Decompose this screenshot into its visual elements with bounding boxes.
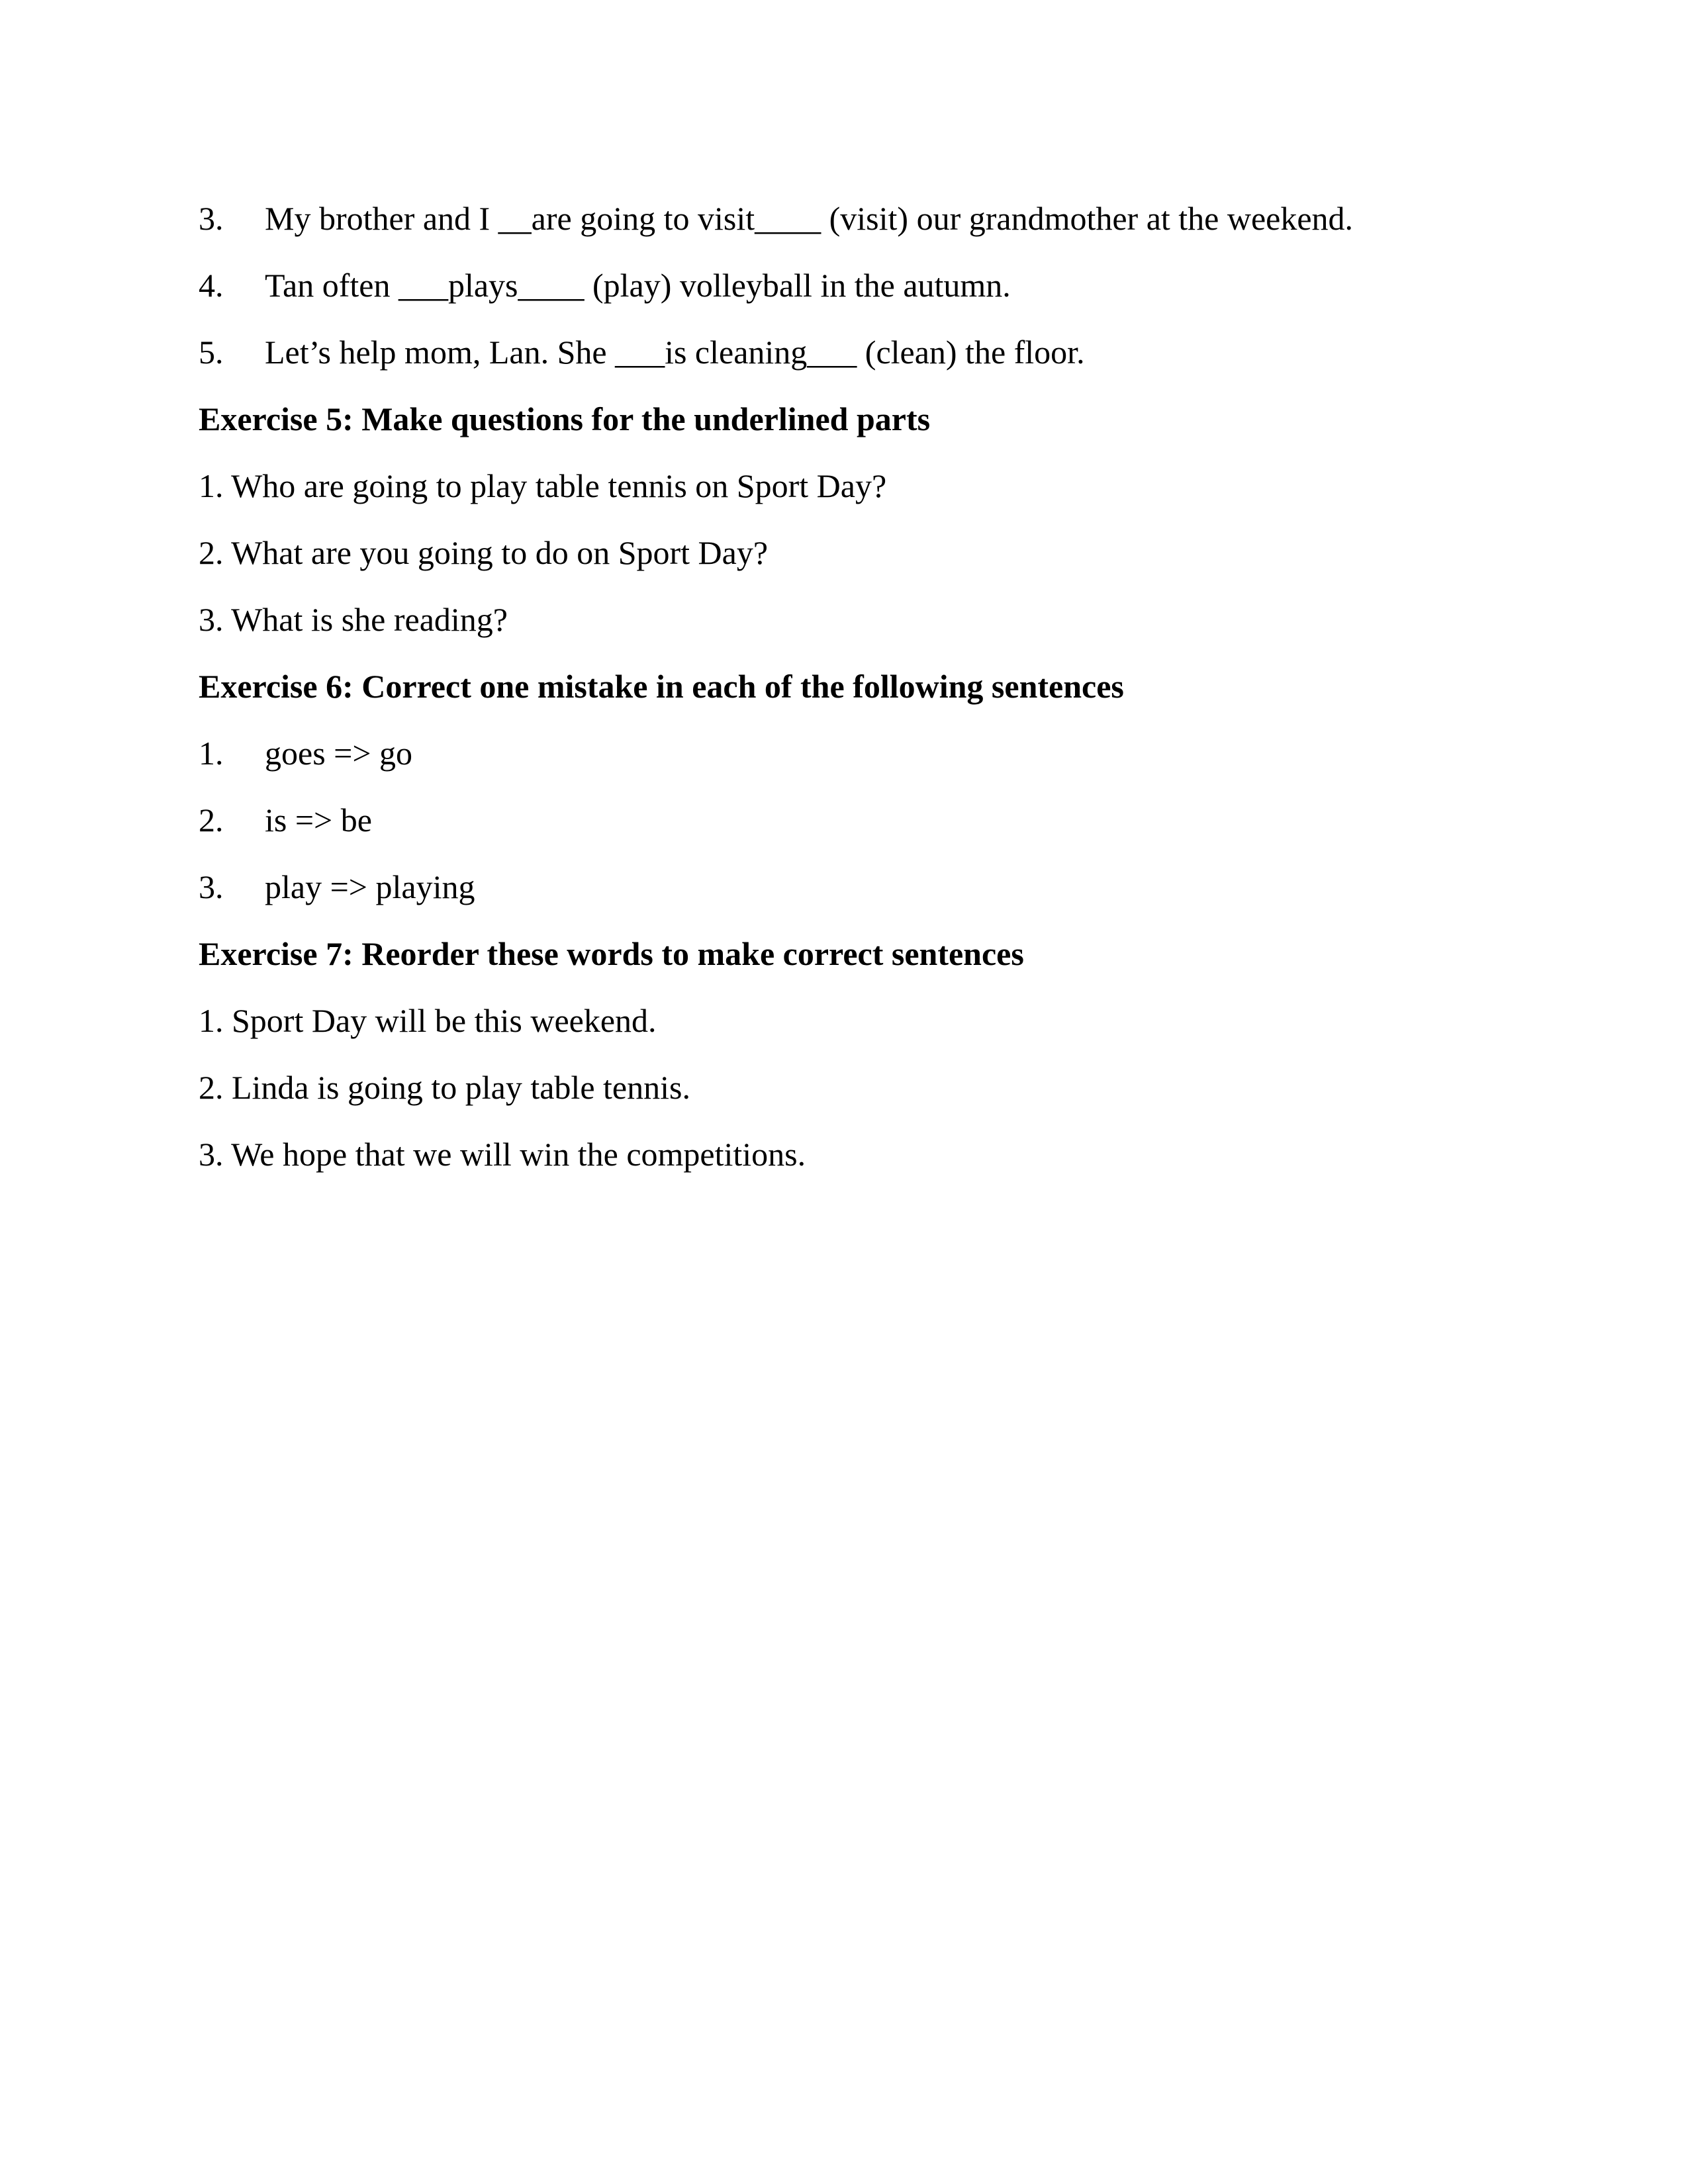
exercise7-item-1: 1. Sport Day will be this weekend.: [199, 1002, 657, 1039]
item-text: My brother and I __are going to visit____ (visit) our grandmother at the weekend.: [265, 200, 1354, 237]
fill-in-item-5: [199, 319, 1489, 386]
exercise6-item-3: [199, 854, 1489, 921]
item-text: goes => go: [265, 735, 413, 772]
exercise5-item-3: 3. What is she reading?: [199, 601, 508, 638]
document-content: [199, 185, 1489, 1188]
fill-in-item-3: [199, 185, 1489, 252]
item-number: 1.: [199, 735, 224, 772]
item-text: Tan often ___plays____ (play) volleyball in the autumn.: [265, 267, 1011, 304]
item-text: play => playing: [265, 868, 475, 905]
item-number: 3.: [199, 868, 224, 905]
exercise5-item-1: 1. Who are going to play table tennis on Sport Day?: [199, 467, 887, 504]
item-number: 4.: [199, 267, 224, 304]
exercise5-item-2: 2. What are you going to do on Sport Day?: [199, 534, 769, 571]
item-number: 5.: [199, 334, 224, 371]
exercise7-item-3: 3. We hope that we will win the competitions.: [199, 1136, 806, 1173]
exercise6-heading: Exercise 6: Correct one mistake in each of the following sentences: [199, 668, 1124, 705]
exercise6-item-2: [199, 787, 1489, 854]
item-number: 3.: [199, 200, 224, 237]
exercise5-heading: Exercise 5: Make questions for the underlined parts: [199, 400, 931, 437]
fill-in-item-4: [199, 252, 1489, 319]
exercise6-item-1: [199, 720, 1489, 787]
item-text: is => be: [265, 801, 372, 839]
item-text: Let’s help mom, Lan. She ___is cleaning___ (clean) the floor.: [265, 334, 1085, 371]
item-number: 2.: [199, 801, 224, 839]
exercise7-heading: Exercise 7: Reorder these words to make correct sentences: [199, 935, 1024, 972]
exercise7-item-2: 2. Linda is going to play table tennis.: [199, 1069, 690, 1106]
